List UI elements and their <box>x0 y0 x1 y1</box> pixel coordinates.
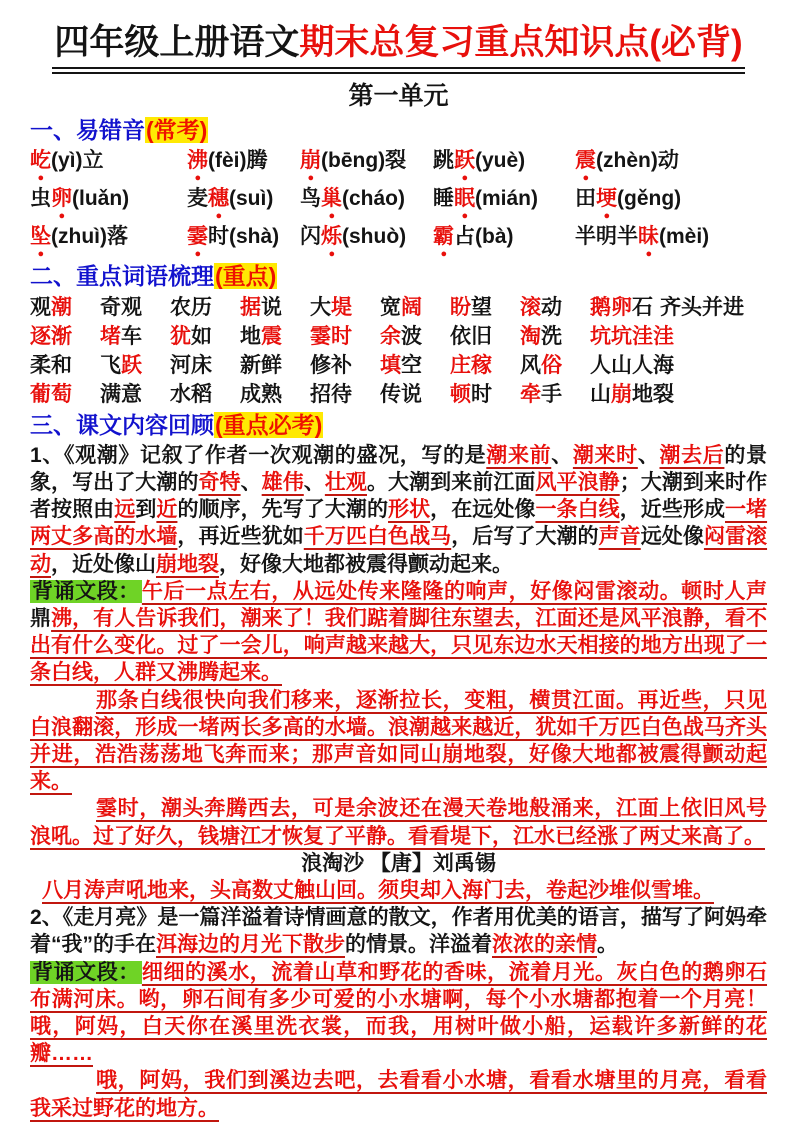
text-run: ，在远处像 <box>430 498 536 522</box>
grid-cell <box>30 351 100 380</box>
text-run: 地裂 <box>632 383 674 406</box>
paragraph-guanchao-summary <box>30 442 767 578</box>
grid-cell <box>520 322 590 351</box>
poem-line <box>30 877 767 904</box>
text-run: 庄稼 <box>450 354 492 377</box>
text-run: 沸 <box>187 149 208 173</box>
text-run: 飞 <box>100 354 121 377</box>
text-run: 坑坑洼洼 <box>590 325 674 348</box>
text-run: 葡萄 <box>30 383 72 406</box>
text-run: ，近处像山 <box>51 552 156 576</box>
text-run: 近 <box>156 498 178 522</box>
text-run: 跃 <box>121 354 142 377</box>
section2-heading <box>30 262 767 291</box>
text-run: 成熟 <box>240 383 282 406</box>
paragraph-recite-1 <box>30 578 767 687</box>
paragraph-recite-2 <box>30 959 767 1068</box>
text-run: 鼎 <box>30 606 52 630</box>
text-run: 动 <box>541 296 562 319</box>
text-run: 半明半 <box>575 225 638 249</box>
grid-cell <box>300 222 433 260</box>
text-run: 昧 <box>638 225 659 249</box>
text-run: (yì)立 <box>51 149 104 173</box>
grid-cell <box>310 380 380 409</box>
text-run: ，后写了大潮的 <box>451 525 599 549</box>
grid-cell <box>30 184 187 222</box>
section1-badge: (常考) <box>146 116 208 143</box>
grid-cell <box>170 351 240 380</box>
grid-row <box>30 322 767 351</box>
text-run: ；大潮到来时作者按照由 <box>30 470 768 522</box>
text-run: (mián) <box>475 187 538 211</box>
grid-cell <box>300 146 433 184</box>
text-run: 顿 <box>450 383 471 406</box>
text-run: 堤 <box>331 296 352 319</box>
text-run: 、 <box>637 443 660 467</box>
text-run: 望 <box>471 296 492 319</box>
text-run: 2、《走月亮》是一篇洋溢着诗情画意的散文，作者用优美的语言，描写了阿妈牵着“我”的手在 <box>30 906 767 957</box>
text-run: 的情景。洋溢着 <box>345 933 492 957</box>
text-run: 传说 <box>380 383 422 406</box>
text-run: 潮来前 <box>486 443 552 467</box>
text-run: 风平浪静 <box>535 470 620 494</box>
word-grid <box>30 293 767 409</box>
text-run: 招待 <box>310 383 352 406</box>
text-run: 手 <box>541 383 562 406</box>
grid-cell <box>187 222 300 260</box>
grid-cell <box>660 293 744 322</box>
section2-badge: (重点) <box>215 263 277 290</box>
grid-cell <box>433 184 575 222</box>
text-run: 麦 <box>187 187 208 211</box>
text-run: 远处像 <box>640 525 704 549</box>
text-run: 奇特 <box>198 470 241 494</box>
text-run: 烁 <box>321 225 342 249</box>
text-run: 闷雷滚动 <box>30 525 768 576</box>
text-run: 阔 <box>401 296 422 319</box>
grid-cell <box>310 293 380 322</box>
recite-label-2: 背诵文段： <box>32 960 140 984</box>
grid-cell <box>380 293 450 322</box>
text-run: 睡 <box>433 187 454 211</box>
paragraph-recite-1c <box>30 795 767 849</box>
grid-cell <box>380 322 450 351</box>
section2-heading-text: 二、重点词语梳理 <box>30 263 214 290</box>
text-run: 的景象，写出了大潮的 <box>30 443 768 494</box>
text-run: 雄伟 <box>261 470 304 494</box>
grid-cell <box>520 380 590 409</box>
text-run: 奇观 <box>100 296 142 319</box>
grid-cell <box>30 322 100 351</box>
section1-heading <box>30 116 767 145</box>
text-run: 浓浓的亲情 <box>492 933 597 957</box>
grid-cell <box>450 322 520 351</box>
text-run: 波 <box>401 325 422 348</box>
grid-cell <box>30 222 187 260</box>
text-run: 逐渐 <box>30 325 72 348</box>
text-run: 形状 <box>388 498 431 522</box>
text-run: 、 <box>240 470 262 494</box>
text-run: (bēng)裂 <box>321 149 407 173</box>
grid-cell <box>187 146 300 184</box>
text-run: 柔和 <box>30 354 72 377</box>
text-run: 霎时 <box>310 325 352 348</box>
grid-cell <box>30 146 187 184</box>
grid-cell <box>433 222 575 260</box>
text-run: 大 <box>310 296 331 319</box>
text-run: 闪 <box>300 225 321 249</box>
text-run: 千万匹白色战马 <box>303 525 452 549</box>
text-run: 鸟 <box>300 187 321 211</box>
text-run: 霎 <box>187 225 208 249</box>
grid-row <box>30 146 767 184</box>
text-run: 齐头并进 <box>660 296 744 319</box>
grid-row <box>30 184 767 222</box>
text-run: 一堵两丈多高的水墙 <box>30 498 768 549</box>
text-run: (yuè) <box>475 149 526 173</box>
grid-cell <box>575 184 681 222</box>
text-run: ，好像大地都被震得颤动起来。 <box>219 552 513 576</box>
poem-title: 浪淘沙 【唐】刘禹锡 <box>301 851 496 875</box>
text-run: 说 <box>261 296 282 319</box>
grid-cell <box>30 380 100 409</box>
grid-cell <box>170 322 240 351</box>
grid-cell <box>310 322 380 351</box>
text-run: 跃 <box>454 149 475 173</box>
text-run: 午后一点左右，从远处传来隆隆的响声，好像闷雷滚动。顿时人声 <box>141 579 768 603</box>
text-run: 穗 <box>208 187 229 211</box>
text-run: 埂 <box>596 187 617 211</box>
text-run: 时(shà) <box>208 225 280 249</box>
grid-row <box>30 380 767 409</box>
text-run: (fèi)腾 <box>208 149 268 173</box>
grid-cell <box>170 293 240 322</box>
grid-cell <box>100 380 170 409</box>
grid-cell <box>590 351 674 380</box>
page-title-red: 期末总复习重点知识点(必背) <box>299 23 743 62</box>
text-run: 震 <box>575 149 596 173</box>
text-run: 细细的溪水，流着山草和野花的香味，流着月光。灰白色的鹅卵石布满河床。哟，卵石间有多少可爱的小水塘啊，每个小水塘都抱着一个月亮！哦，阿妈，白天你在溪里洗衣裳，而我，用树叶做小船，运载许多新鲜的花瓣…… <box>30 960 768 1066</box>
grid-row <box>30 351 767 380</box>
text-run: (suì) <box>229 187 274 211</box>
text-run: 到 <box>135 498 157 522</box>
text-run: 崩 <box>300 149 321 173</box>
text-run: 滚 <box>520 296 541 319</box>
grid-cell <box>240 293 310 322</box>
text-run: 如 <box>191 325 212 348</box>
grid-row <box>30 222 767 260</box>
text-run: 山 <box>590 383 611 406</box>
text-run: 远 <box>114 498 136 522</box>
text-run: (mèi) <box>659 225 710 249</box>
grid-cell <box>300 184 433 222</box>
text-run: 风 <box>520 354 541 377</box>
text-run: 屹 <box>30 149 51 173</box>
text-run: 俗 <box>541 354 562 377</box>
grid-cell <box>450 351 520 380</box>
text-run: 巢 <box>321 187 342 211</box>
text-run: 农历 <box>170 296 212 319</box>
paragraph-recite-1b <box>30 687 767 796</box>
grid-cell <box>170 380 240 409</box>
text-run: 牵 <box>520 383 541 406</box>
text-run: 八月涛声吼地来，头高数丈触山回。须臾却入海门去，卷起沙堆似雪堆。 <box>42 879 714 902</box>
grid-cell <box>575 146 679 184</box>
grid-cell <box>433 146 575 184</box>
page-title-black: 四年级上册语文 <box>54 23 300 62</box>
text-run: 卵 <box>51 187 72 211</box>
grid-cell <box>575 222 709 260</box>
section3-badge: (重点必考) <box>215 412 323 438</box>
text-run: 时 <box>471 383 492 406</box>
grid-cell <box>240 322 310 351</box>
text-run: 、 <box>551 443 573 467</box>
grid-cell <box>240 351 310 380</box>
grid-cell <box>380 351 450 380</box>
text-run: 依旧 <box>450 325 492 348</box>
text-run: 崩地裂 <box>156 552 219 576</box>
grid-cell <box>520 351 590 380</box>
text-run: 地 <box>240 325 261 348</box>
text-run: 占(bà) <box>454 225 514 249</box>
text-run: 、 <box>303 470 325 494</box>
text-run: 淘 <box>520 325 541 348</box>
grid-cell <box>187 184 300 222</box>
text-run: 空 <box>401 354 422 377</box>
grid-cell <box>240 380 310 409</box>
text-run: 新鲜 <box>240 354 282 377</box>
section1-heading-text: 一、易错音 <box>30 116 145 143</box>
grid-cell <box>590 322 674 351</box>
text-run: 犹 <box>170 325 191 348</box>
text-run: 。大潮到来前江面 <box>366 470 536 494</box>
text-run: 哦，阿妈，我们到溪边去吧，去看看小水塘，看看水塘里的月亮，看看我采过野花的地方。 <box>30 1069 767 1120</box>
grid-cell <box>100 351 170 380</box>
grid-cell <box>380 380 450 409</box>
text-run: 壮观 <box>324 470 367 494</box>
text-run: 洗 <box>541 325 562 348</box>
text-run: 宽 <box>380 296 401 319</box>
text-run: 霸 <box>433 225 454 249</box>
grid-cell <box>520 293 590 322</box>
text-run: (shuò) <box>342 225 407 249</box>
text-run: 人山人海 <box>590 354 674 377</box>
text-run: 水稻 <box>170 383 212 406</box>
text-run: 洱海边的月光下散步 <box>156 933 345 957</box>
text-run: (zhuì)落 <box>51 225 128 249</box>
text-run: 鹅卵 <box>590 296 632 319</box>
grid-cell <box>100 293 170 322</box>
text-run: ，再近些犹如 <box>177 525 304 549</box>
text-run: 霎时，潮头奔腾西去，可是余波还在漫天卷地般涌来，江面上依旧风号浪吼。过了好久，钱塘江才恢复了平静。看看堤下，江水已经涨了两丈来高了。 <box>30 797 767 848</box>
text-run: 田 <box>575 187 596 211</box>
text-run: 据 <box>240 296 261 319</box>
grid-row <box>30 293 767 322</box>
text-run: 车 <box>121 325 142 348</box>
grid-cell <box>100 322 170 351</box>
text-run: 堵 <box>100 325 121 348</box>
page-title <box>52 20 744 74</box>
grid-cell <box>590 380 674 409</box>
text-run: (gěng) <box>617 187 682 211</box>
text-run: ，近些形成 <box>619 498 725 522</box>
text-run: 潮来时 <box>572 443 638 467</box>
text-run: 河床 <box>170 354 212 377</box>
text-run: 崩 <box>611 383 632 406</box>
text-run: 满意 <box>100 383 142 406</box>
paragraph-zouyueliang-summary <box>30 904 767 958</box>
text-run: 沸，有人告诉我们，潮来了！我们踮着脚往东望去，江面还是风平浪静，看不出有什么变化。过了一会儿，响声越来越大，只见东边水天相接的地方出现了一条白线，人群又沸腾起来。 <box>30 606 768 685</box>
text-run: 修补 <box>310 354 352 377</box>
text-run: 观 <box>30 296 51 319</box>
text-run: 那条白线很快向我们移来，逐渐拉长，变粗，横贯江面。再近些，只见白浪翻滚，形成一堵两长多高的水墙。浪潮越来越近，犹如千万匹白色战马齐头并进，浩浩荡荡地飞奔而来；那声音如同山崩地裂，好像大地都被震得颤动起来。 <box>30 688 767 794</box>
text-run: 。 <box>597 933 618 957</box>
text-run: (cháo) <box>342 187 405 211</box>
text-run: 盼 <box>450 296 471 319</box>
paragraph-recite-2b <box>30 1067 767 1121</box>
text-run: 潮 <box>51 296 72 319</box>
grid-cell <box>30 293 100 322</box>
text-run: (luǎn) <box>72 187 130 211</box>
text-run: 填 <box>380 354 401 377</box>
section3-heading-text: 三、课文内容回顾 <box>30 412 214 438</box>
text-run: 石 <box>632 296 653 319</box>
text-run: (zhèn)动 <box>596 149 679 173</box>
text-run: 一条白线 <box>535 498 620 522</box>
text-run: 余 <box>380 325 401 348</box>
grid-cell <box>450 380 520 409</box>
recite-label: 背诵文段： <box>32 579 140 603</box>
text-run: 坠 <box>30 225 51 249</box>
text-run: 震 <box>261 325 282 348</box>
text-run: 的顺序，先写了大潮的 <box>177 498 389 522</box>
grid-cell <box>450 293 520 322</box>
section3-heading <box>30 411 767 440</box>
text-run: 潮去后 <box>659 443 725 467</box>
grid-cell <box>310 351 380 380</box>
text-run: 声音 <box>598 525 641 549</box>
grid-cell <box>590 293 660 322</box>
text-run: 跳 <box>433 149 454 173</box>
text-run: 1、《观潮》记叙了作者一次观潮的盛况，写的是 <box>30 443 487 467</box>
text-run: 眠 <box>454 187 475 211</box>
pinyin-grid <box>30 146 767 260</box>
unit-subtitle: 第一单元 <box>348 81 449 110</box>
text-run: 虫 <box>30 187 51 211</box>
